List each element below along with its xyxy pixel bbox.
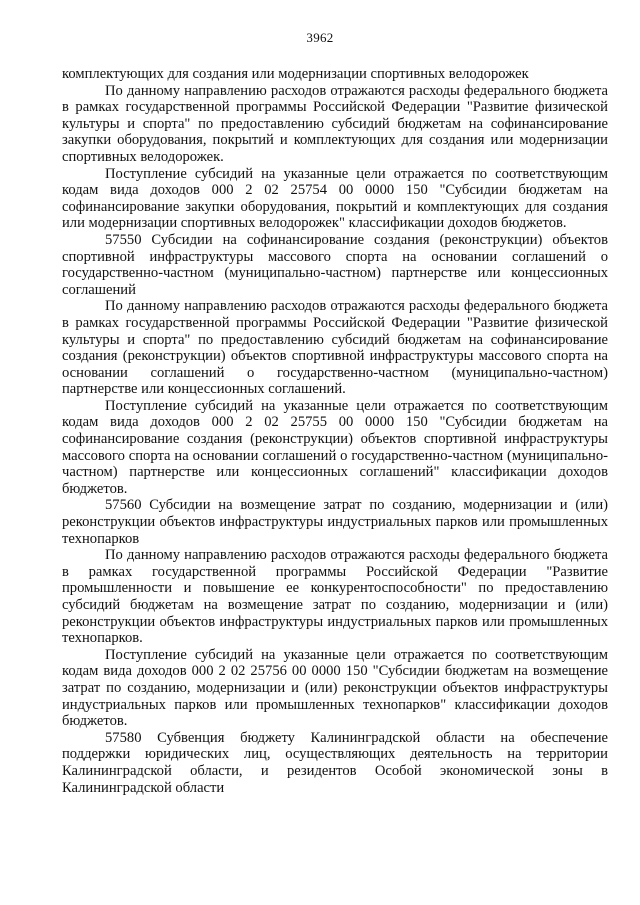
paragraph-income-code: Поступление субсидий на указанные цели отражается по соответствующим кодам вида доходов 000 2 02 25756 00 0000 150 "Субсидии бюджетам на возмещение затрат по созданию, модернизации и (или) реконструкции объектов инфраструктуры индустриальных парков или промышленных технопарков" классификации доходов бюджетов. bbox=[62, 646, 608, 730]
paragraph-expenditure-description: По данному направлению расходов отражаются расходы федерального бюджета в рамках государственной программы Российской Федерации "Развитие промышленности и повышение ее конкурентоспособности" по предоставлению субсидий бюджетам на возмещение затрат по созданию, модернизации и (или) реконструкции объектов инфраструктуры индустриальных парков или промышленных технопарков. bbox=[62, 547, 608, 647]
page-number: 3962 bbox=[306, 30, 334, 45]
paragraph-income-code: Поступление субсидий на указанные цели отражается по соответствующим кодам вида доходов 000 2 02 25754 00 0000 150 "Субсидии бюджетам на софинансирование закупки оборудования, покрытий и комплектующих для создания или модернизации спортивных велодорожек" классификации доходов бюджетов. bbox=[62, 165, 608, 232]
paragraph-continuation: комплектующих для создания или модернизации спортивных велодорожек bbox=[62, 66, 529, 82]
paragraph-expenditure-description: По данному направлению расходов отражаются расходы федерального бюджета в рамках государственной программы Российской Федерации "Развитие физической культуры и спорта" по предоставлению субсидий бюджетам на софинансирование создания (реконструкции) объектов спортивной инфраструктуры массового спорта на основании соглашений о государственно-частном (муниципально-частном) партнерстве или концессионных соглашений. bbox=[62, 298, 608, 398]
section-heading-57550: 57550 Субсидии на софинансирование создания (реконструкции) объектов спортивной инфраструктуры массового спорта на основании соглашений о государственно-частном (муниципально-частном) партнерстве или концессионных соглашений bbox=[62, 231, 608, 298]
section-heading-57580: 57580 Субвенция бюджету Калининградской области на обеспечение поддержки юридических лиц, осуществляющих деятельность на территории Калининградской области, и резидентов Особой экономической зоны в Калининградской области bbox=[62, 729, 608, 796]
section-heading-57560: 57560 Субсидии на возмещение затрат по созданию, модернизации и (или) реконструкции объектов инфраструктуры индустриальных парков или промышленных технопарков bbox=[62, 497, 608, 547]
paragraph-expenditure-description: По данному направлению расходов отражаются расходы федерального бюджета в рамках государственной программы Российской Федерации "Развитие физической культуры и спорта" по предоставлению субсидий бюджетам на софинансирование закупки оборудования, покрытий и комплектующих для создания или модернизации спортивных велодорожек. bbox=[62, 82, 608, 165]
paragraph-income-code: Поступление субсидий на указанные цели отражается по соответствующим кодам вида доходов 000 2 02 25755 00 0000 150 "Субсидии бюджетам на софинансирование создания (реконструкции) объектов спортивной инфраструктуры массового спорта на основании соглашений о государственно-частном (муниципально-частном) партнерстве или концессионных соглашений" классификации доходов бюджетов. bbox=[62, 397, 608, 497]
document-body bbox=[62, 66, 608, 796]
